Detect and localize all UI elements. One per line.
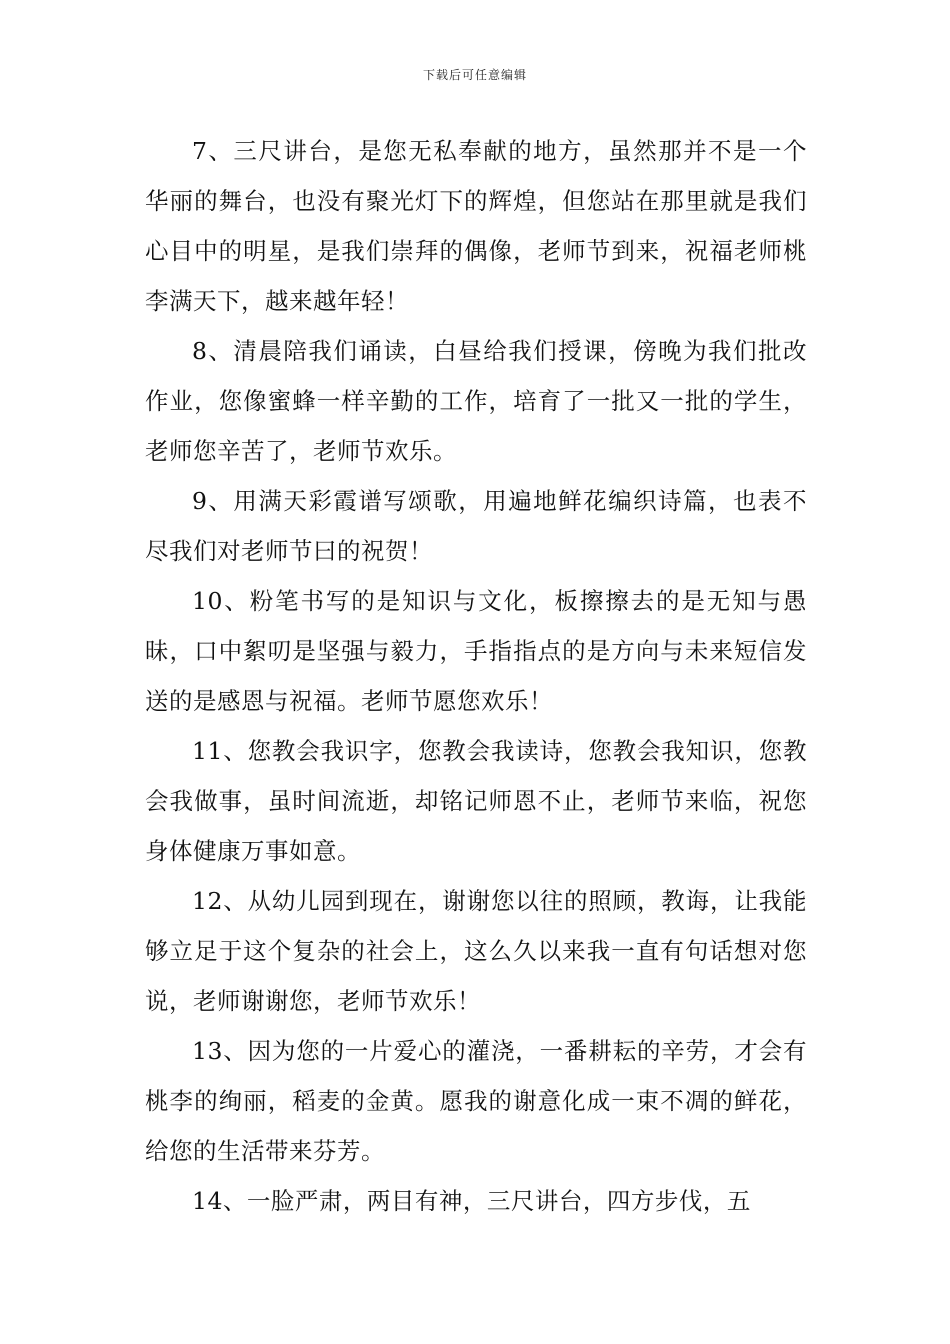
paragraph-7: 7、三尺讲台，是您无私奉献的地方，虽然那并不是一个华丽的舞台，也没有聚光灯下的辉煌，但您站在那里就是我们心目中的明星，是我们崇拜的偶像，老师节到来，祝福老师桃李满天下，越来越年轻！ (145, 137, 807, 315)
document-body (145, 126, 807, 1226)
paragraph-14: 14、一脸严肃，两目有神，三尺讲台，四方步伐，五 (192, 1187, 751, 1215)
paragraph-13: 13、因为您的一片爱心的灌浇，一番耕耘的辛劳，才会有桃李的绚丽，稻麦的金黄。愿我的谢意化成一束不凋的鲜花，给您的生活带来芬芳。 (145, 1037, 807, 1165)
paragraph-11: 11、您教会我识字，您教会我读诗，您教会我知识，您教会我做事，虽时间流逝，却铭记师恩不止，老师节来临，祝您身体健康万事如意。 (145, 737, 807, 865)
paragraph-8: 8、清晨陪我们诵读，白昼给我们授课，傍晚为我们批改作业，您像蜜蜂一样辛勤的工作，培育了一批又一批的学生，老师您辛苦了，老师节欢乐。 (145, 337, 807, 465)
page-header: 下载后可任意编辑 (422, 68, 527, 82)
paragraph-9: 9、用满天彩霞谱写颂歌，用遍地鲜花编织诗篇，也表不尽我们对老师节曰的祝贺！ (145, 487, 807, 565)
paragraph-10: 10、粉笔书写的是知识与文化，板擦擦去的是无知与愚昧，口中絮叨是坚强与毅力，手指指点的是方向与未来短信发送的是感恩与祝福。老师节愿您欢乐！ (145, 587, 807, 715)
paragraph-12: 12、从幼儿园到现在，谢谢您以往的照顾，教诲，让我能够立足于这个复杂的社会上，这么久以来我一直有句话想对您说，老师谢谢您，老师节欢乐！ (145, 887, 807, 1015)
